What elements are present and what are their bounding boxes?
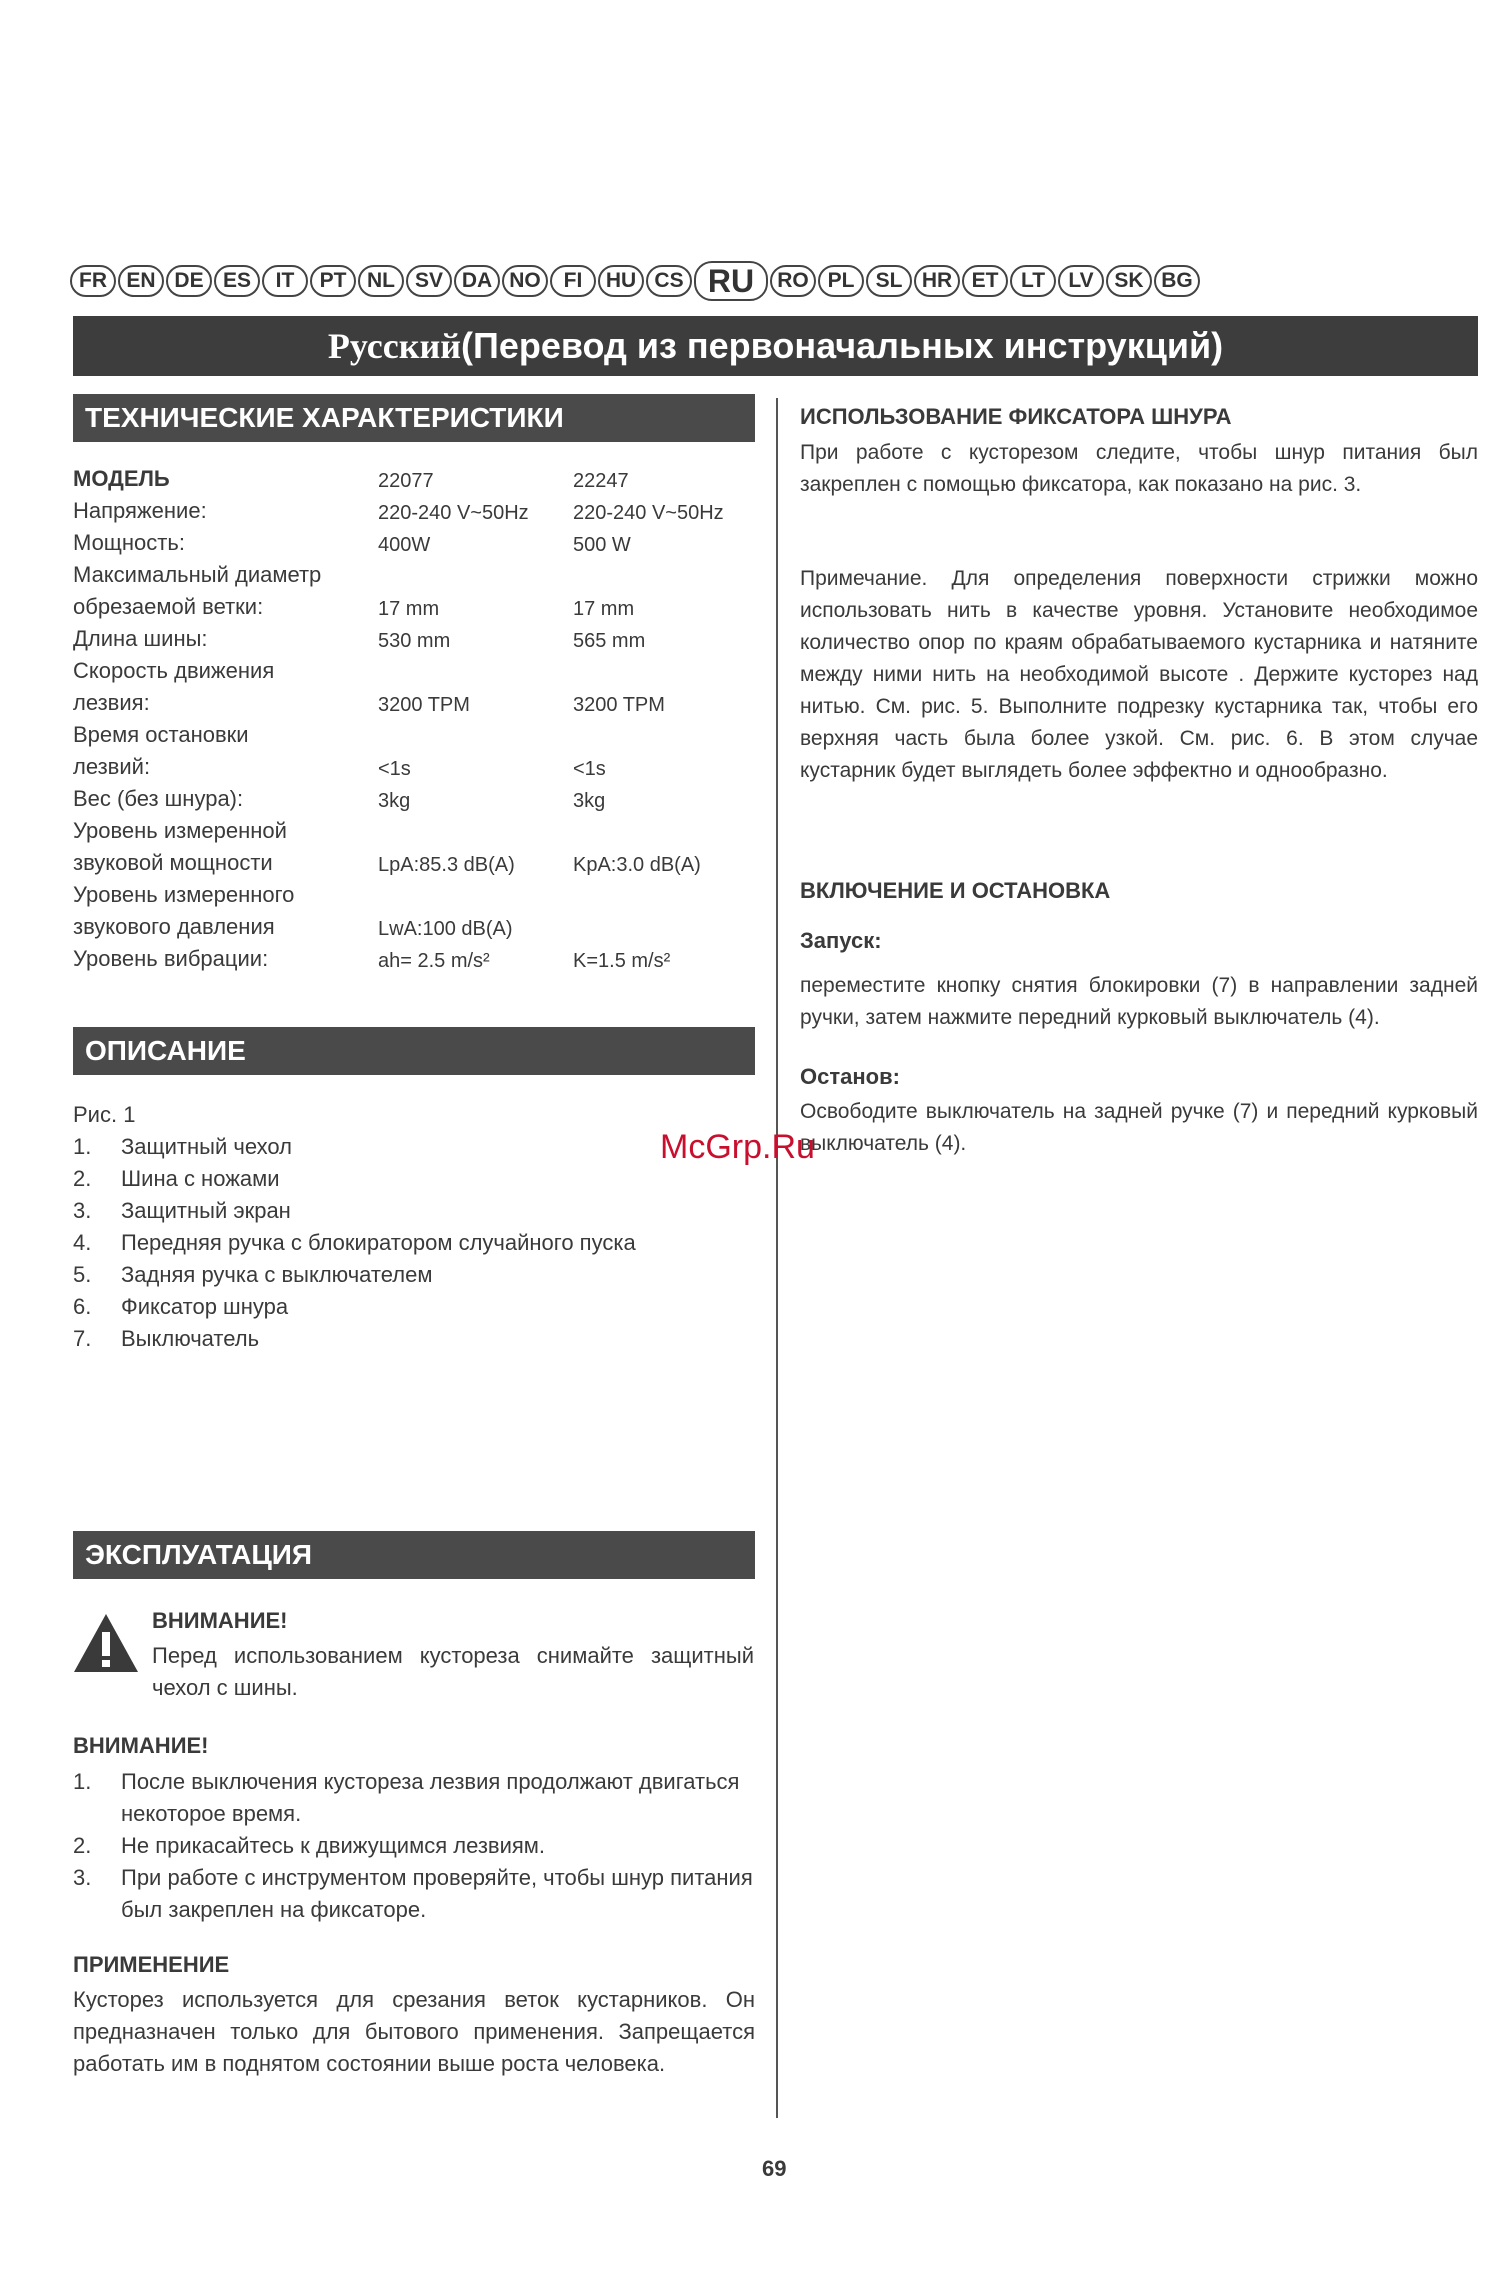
spec-v1: LwA:100 dB(A) [378,918,513,940]
start-title: Запуск: [800,928,882,953]
list-text: Выключатель [121,1326,260,1351]
warning2-title: ВНИМАНИЕ! [73,1733,209,1758]
page-number: 69 [762,2156,787,2181]
spec-v2: 3kg [573,790,606,812]
spec-v2: 220-240 V~50Hz [573,502,724,524]
list-text: Задняя ручка с выключателем [121,1262,433,1287]
spec-v1: <1s [378,758,411,780]
spec-v1: 17 mm [378,598,440,620]
warning2-list [73,1766,755,1926]
spec-row [73,754,763,786]
lang-ro: RO [770,265,816,297]
lang-fi: FI [550,265,596,297]
spec-label: обрезаемой ветки: [73,594,264,619]
spec-row [73,562,763,594]
spec-label: Вес (без шнура): [73,786,244,811]
spec-v1: 22077 [378,470,434,492]
spec-label: Уровень измеренной [73,818,287,843]
lang-hu: HU [598,265,644,297]
banner-subtitle: (Перевод из первоначальных инструкций) [460,325,1224,366]
specs-table [73,466,763,978]
spec-label: Скорость движения [73,658,275,683]
lang-es: ES [214,265,260,297]
description-heading: ОПИСАНИЕ [73,1027,755,1075]
lang-ru: RU [694,261,768,301]
list-item [73,1766,755,1830]
application-text: Кусторез используется для срезания веток кустарников. Он предназначен только для бытового применения. Запрещается работать им в поднятом состоянии выше роста человека. [73,1987,755,2076]
lang-hr: HR [914,265,960,297]
spec-v1: ah= 2.5 m/s² [378,950,490,972]
operation-heading: ЭКСПЛУАТАЦИЯ [73,1531,755,1579]
spec-row [73,946,763,978]
application-title: ПРИМЕНЕНИЕ [73,1952,230,1977]
lang-nl: NL [358,265,404,297]
list-text: Защитный чехол [121,1134,292,1159]
list-item [73,1195,763,1227]
spec-row [73,690,763,722]
spec-row [73,850,763,882]
list-number: 4. [73,1230,92,1255]
spec-v1: 3200 TPM [378,694,470,716]
spec-row [73,818,763,850]
spec-row [73,722,763,754]
list-number: 1. [73,1769,92,1794]
lang-sk: SK [1106,265,1152,297]
list-number: 1. [73,1134,92,1159]
spec-label: Мощность: [73,530,185,555]
spec-label: Максимальный диаметр [73,562,322,587]
stop-text: Освободите выключатель на задней ручке (7) и передний курковый выключатель (4). [800,1100,1478,1155]
list-number: 2. [73,1166,92,1191]
spec-v1: 530 mm [378,630,451,652]
spec-v2: KpA:3.0 dB(A) [573,854,701,876]
list-item [73,1830,755,1862]
start-text: переместите кнопку снятия блокировки (7) в направлении задней ручки, затем нажмите передний курковый выключатель (4). [800,974,1478,1029]
spec-row [73,658,763,690]
list-text: После выключения кустореза лезвия продолжают двигаться некоторое время. [121,1769,740,1826]
lang-lt: LT [1010,265,1056,297]
lang-da: DA [454,265,500,297]
spec-row [73,786,763,818]
list-item [73,1259,763,1291]
list-item [73,1291,763,1323]
list-number: 7. [73,1326,92,1351]
spec-v1: LpA:85.3 dB(A) [378,854,515,876]
note-text: Примечание. Для определения поверхности стрижки можно использовать нить в качестве уровня. Установите необходимое количество опор по краям обрабатываемого кустарника и натяните между ними нить на необходимой высоте . Держите кусторез над нитью. См. рис. 5. Выполните подрезку кустарника так, чтобы его верхняя часть была более узкой. См. рис. 6. В этом случае кустарник будет выглядеть более эффектно и однообразно. [800,567,1478,782]
spec-label: Время остановки [73,722,249,747]
language-bar [70,262,1480,300]
list-number: 5. [73,1262,92,1287]
list-number: 2. [73,1833,92,1858]
spec-row [73,530,763,562]
spec-v2: <1s [573,758,606,780]
lang-no: NO [502,265,548,297]
list-text: Передняя ручка с блокиратором случайного пуска [121,1230,636,1255]
figure-ref: Рис. 1 [73,1102,136,1127]
spec-row [73,882,763,914]
list-number: 3. [73,1198,92,1223]
spec-label: лезвий: [73,754,151,779]
list-number: 3. [73,1865,92,1890]
lang-sl: SL [866,265,912,297]
stop-title: Останов: [800,1064,900,1089]
lang-de: DE [166,265,212,297]
list-item [73,1862,755,1926]
list-text: Фиксатор шнура [121,1294,289,1319]
lang-pt: PT [310,265,356,297]
spec-v1: 400W [378,534,431,556]
spec-v2: 17 mm [573,598,635,620]
watermark: McGrp.Ru [660,1128,815,1166]
column-divider [776,398,778,2118]
spec-v1: 220-240 V~50Hz [378,502,529,524]
lang-cs: CS [646,265,692,297]
spec-label: МОДЕЛЬ [73,466,170,491]
list-text: Шина с ножами [121,1166,280,1191]
lang-bg: BG [1154,265,1200,297]
list-text: При работе с инструментом проверяйте, чтобы шнур питания был закреплен на фиксаторе. [121,1865,753,1922]
spec-row [73,466,763,498]
cord-title: ИСПОЛЬЗОВАНИЕ ФИКСАТОРА ШНУРА [800,404,1232,429]
lang-en: EN [118,265,164,297]
list-text: Не прикасайтесь к движущимся лезвиям. [121,1833,546,1858]
spec-v2: K=1.5 m/s² [573,950,671,972]
spec-v2: 565 mm [573,630,646,652]
spec-v2: 22247 [573,470,629,492]
spec-label: Напряжение: [73,498,207,523]
cord-text: При работе с кусторезом следите, чтобы шнур питания был закреплен с помощью фиксатора, как показано на рис. 3. [800,441,1478,496]
spec-label: Уровень измеренного [73,882,295,907]
lang-pl: PL [818,265,864,297]
spec-label: лезвия: [73,690,150,715]
page-title-banner [73,316,1478,376]
spec-row [73,626,763,658]
list-item [73,1163,763,1195]
lang-lv: LV [1058,265,1104,297]
specs-heading: ТЕХНИЧЕСКИЕ ХАРАКТЕРИСТИКИ [73,394,755,442]
lang-et: ET [962,265,1008,297]
warning-icon [72,1612,140,1674]
list-item [73,1323,763,1355]
spec-label: Уровень вибрации: [73,946,269,971]
banner-language: Русский [327,326,461,366]
onoff-title: ВКЛЮЧЕНИЕ И ОСТАНОВКА [800,878,1111,903]
spec-label: Длина шины: [73,626,208,651]
list-number: 6. [73,1294,92,1319]
spec-row [73,594,763,626]
lang-fr: FR [70,265,116,297]
spec-v1: 3kg [378,790,411,812]
lang-sv: SV [406,265,452,297]
spec-v2: 500 W [573,534,631,556]
warning-text: Перед использованием кустореза снимайте защитный чехол с шины. [152,1643,754,1700]
lang-it: IT [262,265,308,297]
list-item [73,1227,763,1259]
spec-row [73,914,763,946]
spec-label: звукового давления [73,914,275,939]
list-text: Защитный экран [121,1198,291,1223]
warning-title: ВНИМАНИЕ! [152,1608,288,1633]
spec-v2: 3200 TPM [573,694,665,716]
spec-row [73,498,763,530]
spec-label: звуковой мощности [73,850,273,875]
